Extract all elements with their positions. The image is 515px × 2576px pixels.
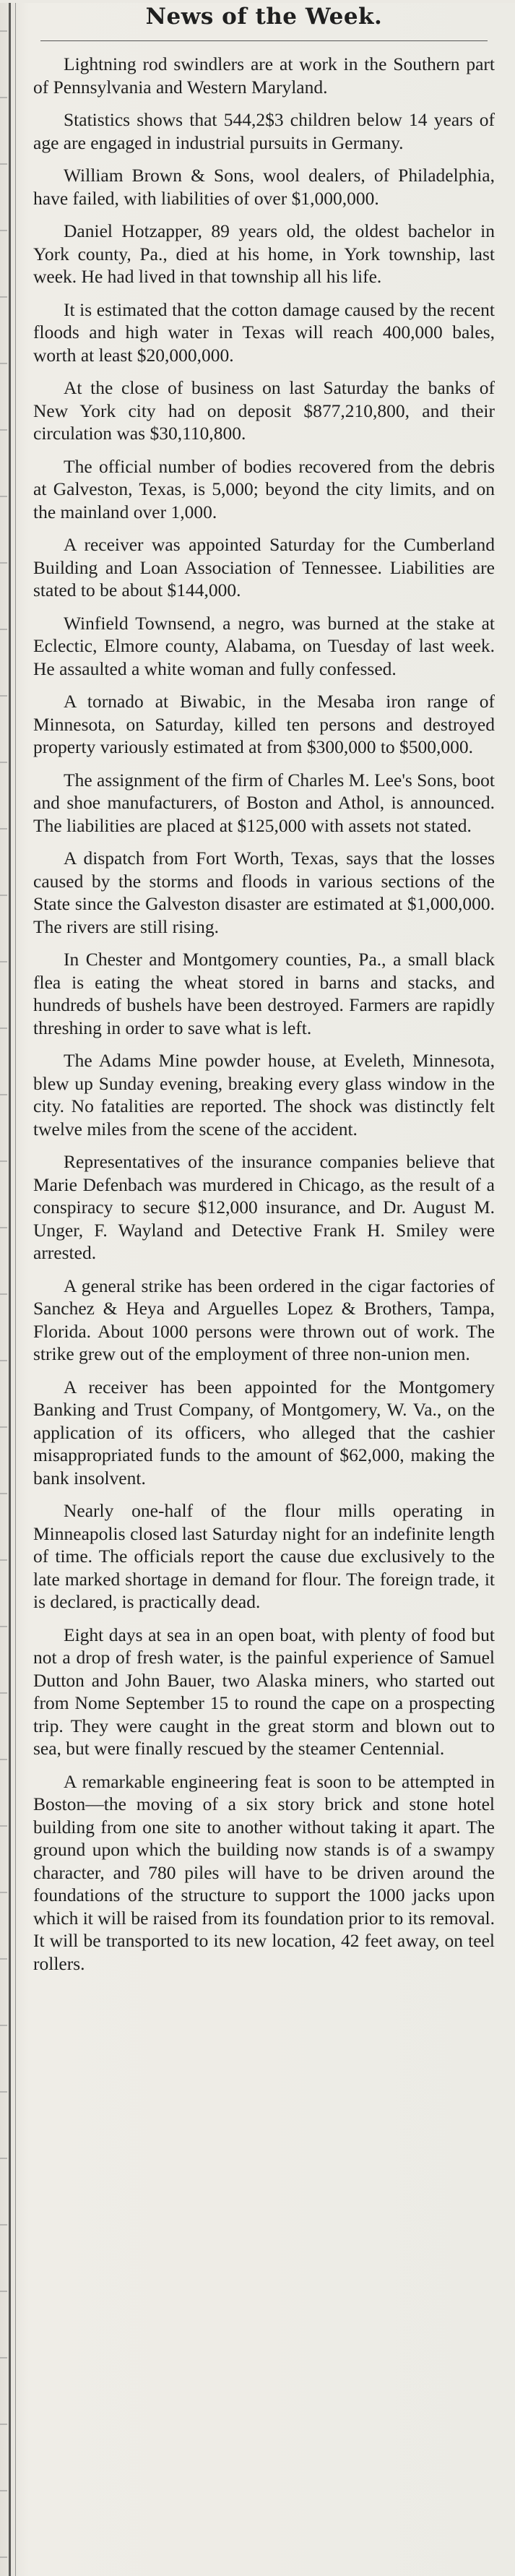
news-item: A general strike has been ordered in the cigar factories of Sanchez & Heya and Arguelles Lopez & Brothers, Tampa, Florida. About 1000 persons were thrown out of work. The strike grew out of the employment of three non-union men. [33, 1275, 495, 1364]
news-item: Nearly one-half of the flour mills operating in Minneapolis closed last Saturday night for an indefinite length of time. The officials report the cause due exclusively to the late marked shortage in demand for flour. The foreign trade, it is declared, is practically dead. [33, 1500, 495, 1612]
news-item: Representatives of the insurance companies believe that Marie Defenbach was murdered in Chicago, as the result of a conspiracy to secure $12,000 insurance, and Dr. August M. Unger, F. Wayland and Detective Frank H. Smiley were arrested. [33, 1151, 495, 1263]
news-item: A receiver was appointed Saturday for the Cumberland Building and Loan Association of Tennessee. Liabilities are stated to be about $144,000. [33, 534, 495, 600]
column-rule [9, 3, 16, 2576]
news-item: In Chester and Montgomery counties, Pa., a small black flea is eating the wheat stored in barns and stacks, and hundreds of bushels have been destroyed. Farmers are rapidly threshing in order to save what is left. [33, 949, 495, 1038]
news-item: A tornado at Biwabic, in the Mesaba iron range of Minnesota, on Saturday, killed ten persons and destroyed property variously estimated at from $300,000 to $500,000. [33, 691, 495, 757]
news-item: Lightning rod swindlers are at work in the Southern part of Pennsylvania and Western Maryland. [33, 53, 495, 98]
news-item: William Brown & Sons, wool dealers, of Philadelphia, have failed, with liabilities of over $1,000,000. [33, 165, 495, 209]
news-item: A remarkable engineering feat is soon to be attempted in Boston—the moving of a six story brick and stone hotel building from one site to another without taking it apart. The ground upon which the building now stands is of a swampy character, and 780 piles will have to be driven around the foundations of the structure to support the 1000 jacks upon which it will be raised from its foundation prior to its removal. It will be transported to its new location, 42 feet away, on teel rollers. [33, 1770, 495, 1974]
news-item: The official number of bodies recovered from the debris at Galveston, Texas, is 5,000; beyond the city limits, and on the mainland over 1,000. [33, 455, 495, 522]
gutter-marks [0, 3, 7, 2576]
news-item: The Adams Mine powder house, at Eveleth, Minnesota, blew up Sunday evening, breaking every glass window in the city. No fatalities are reported. The shock was distinctly felt twelve miles from the scene of the accident. [33, 1050, 495, 1140]
news-item: The assignment of the firm of Charles M. Lee's Sons, boot and shoe manufacturers, of Boston and Athol, is announced. The liabilities are placed at $125,000 with assets not stated. [33, 769, 495, 836]
news-item: A receiver has been appointed for the Montgomery Banking and Trust Company, of Montgomery, W. Va., on the application of its officers, who alleged that the cashier misappropriated funds to the amount of $62,000, making the bank insolvent. [33, 1376, 495, 1489]
news-item: A dispatch from Fort Worth, Texas, says that the losses caused by the storms and floods in various sections of the State since the Galveston disaster are estimated at $1,000,000. The rivers are still rising. [33, 848, 495, 937]
newspaper-column [0, 3, 515, 2576]
section-heading: News of the Week. [145, 4, 383, 30]
news-item: Daniel Hotzapper, 89 years old, the oldest bachelor in York county, Pa., died at his home, in York township, last week. He had lived in that township all his life. [33, 220, 495, 287]
news-item: It is estimated that the cotton damage caused by the recent floods and high water in Texas will reach 400,000 bales, worth at least $20,000,000. [33, 298, 495, 366]
heading-rule [40, 40, 488, 41]
news-item: Statistics shows that 544,2$3 children below 14 years of age are engaged in industrial pursuits in Germany. [33, 109, 495, 153]
news-item: At the close of business on last Saturday the banks of New York city had on deposit $877,210,800, and their circulation was $30,110,800. [33, 377, 495, 444]
news-item: Winfield Townsend, a negro, was burned at the stake at Eclectic, Elmore county, Alabama, on Tuesday of last week. He assaulted a white woman and fully confessed. [33, 612, 495, 679]
news-item: Eight days at sea in an open boat, with plenty of food but not a drop of fresh water, is the painful experience of Samuel Dutton and John Bauer, two Alaska miners, who started out from Nome September 15 to round the cape on a prospecting trip. They were caught in the great storm and blown out to sea, but were finally rescued by the steamer Centennial. [33, 1624, 495, 1759]
